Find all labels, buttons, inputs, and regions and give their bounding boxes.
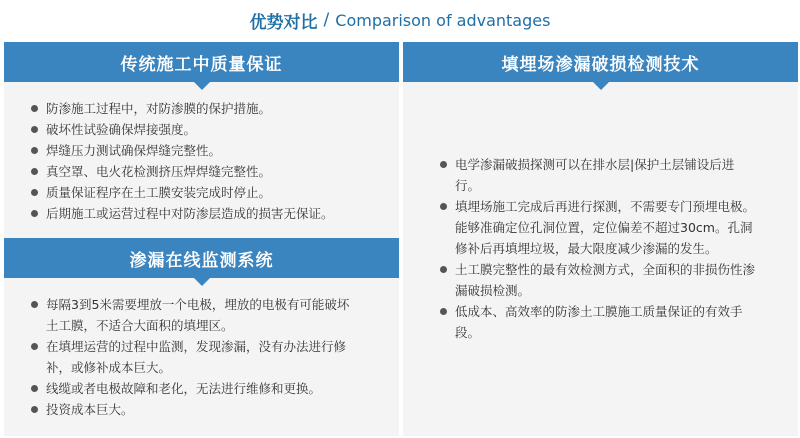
bullet-icon <box>31 105 38 112</box>
list-item: 质量保证程序在土工膜安装完成时停止。 <box>30 182 390 203</box>
list-item: 后期施工或运营过程中对防渗层造成的损害无保证。 <box>30 203 390 224</box>
bullet-icon <box>31 126 38 133</box>
bullet-icon <box>31 189 38 196</box>
list-item: 防渗施工过程中，对防渗膜的保护措施。 <box>30 98 390 119</box>
leak-detection-list <box>439 154 759 343</box>
list-item: 每隔3到5米需要埋放一个电极，埋放的电极有可能破坏土工膜，不适合大面积的填埋区。 <box>30 294 350 336</box>
bullet-icon <box>440 203 447 210</box>
bullet-icon <box>31 210 38 217</box>
list-item: 焊缝压力测试确保焊缝完整性。 <box>30 140 390 161</box>
bullet-icon <box>31 168 38 175</box>
online-monitoring-list <box>30 294 350 420</box>
title-chinese: 优势对比 <box>249 12 318 33</box>
list-item: 真空罩、电火花检测挤压焊焊缝完整性。 <box>30 161 390 182</box>
title-english: Comparison of advantages <box>335 10 551 30</box>
left-panel <box>4 42 399 436</box>
bullet-icon <box>31 343 38 350</box>
list-item: 电学渗漏破损探测可以在排水层|保护土层铺设后进行。 <box>439 154 759 196</box>
list-item: 投资成本巨大。 <box>30 399 350 420</box>
page-title <box>0 0 800 40</box>
list-item: 填埋场施工完成后再进行探测，不需要专门预埋电极。能够准确定位孔洞位置，定位偏差不超过30cm。孔洞修补后再填埋垃圾，最大限度减少渗漏的发生。 <box>439 196 759 259</box>
title-separator: / <box>323 10 330 30</box>
list-item: 线缆或者电极故障和老化，无法进行维修和更换。 <box>30 378 350 399</box>
bullet-icon <box>440 308 447 315</box>
traditional-qa-list <box>30 98 390 224</box>
bullet-icon <box>440 161 447 168</box>
list-item: 破坏性试验确保焊接强度。 <box>30 119 390 140</box>
right-panel <box>403 42 798 436</box>
list-item: 低成本、高效率的防渗土工膜施工质量保证的有效手段。 <box>439 301 759 343</box>
traditional-qa-heading: 传统施工中质量保证 <box>4 42 399 82</box>
bullet-icon <box>31 301 38 308</box>
list-item: 在填埋运营的过程中监测，发现渗漏，没有办法进行修补，或修补成本巨大。 <box>30 336 350 378</box>
bullet-icon <box>440 266 447 273</box>
bullet-icon <box>31 385 38 392</box>
leak-detection-heading: 填埋场渗漏破损检测技术 <box>403 42 798 82</box>
online-monitoring-heading: 渗漏在线监测系统 <box>4 238 399 278</box>
bullet-icon <box>31 147 38 154</box>
list-item: 土工膜完整性的最有效检测方式，全面积的非损伤性渗漏破损检测。 <box>439 259 759 301</box>
bullet-icon <box>31 406 38 413</box>
